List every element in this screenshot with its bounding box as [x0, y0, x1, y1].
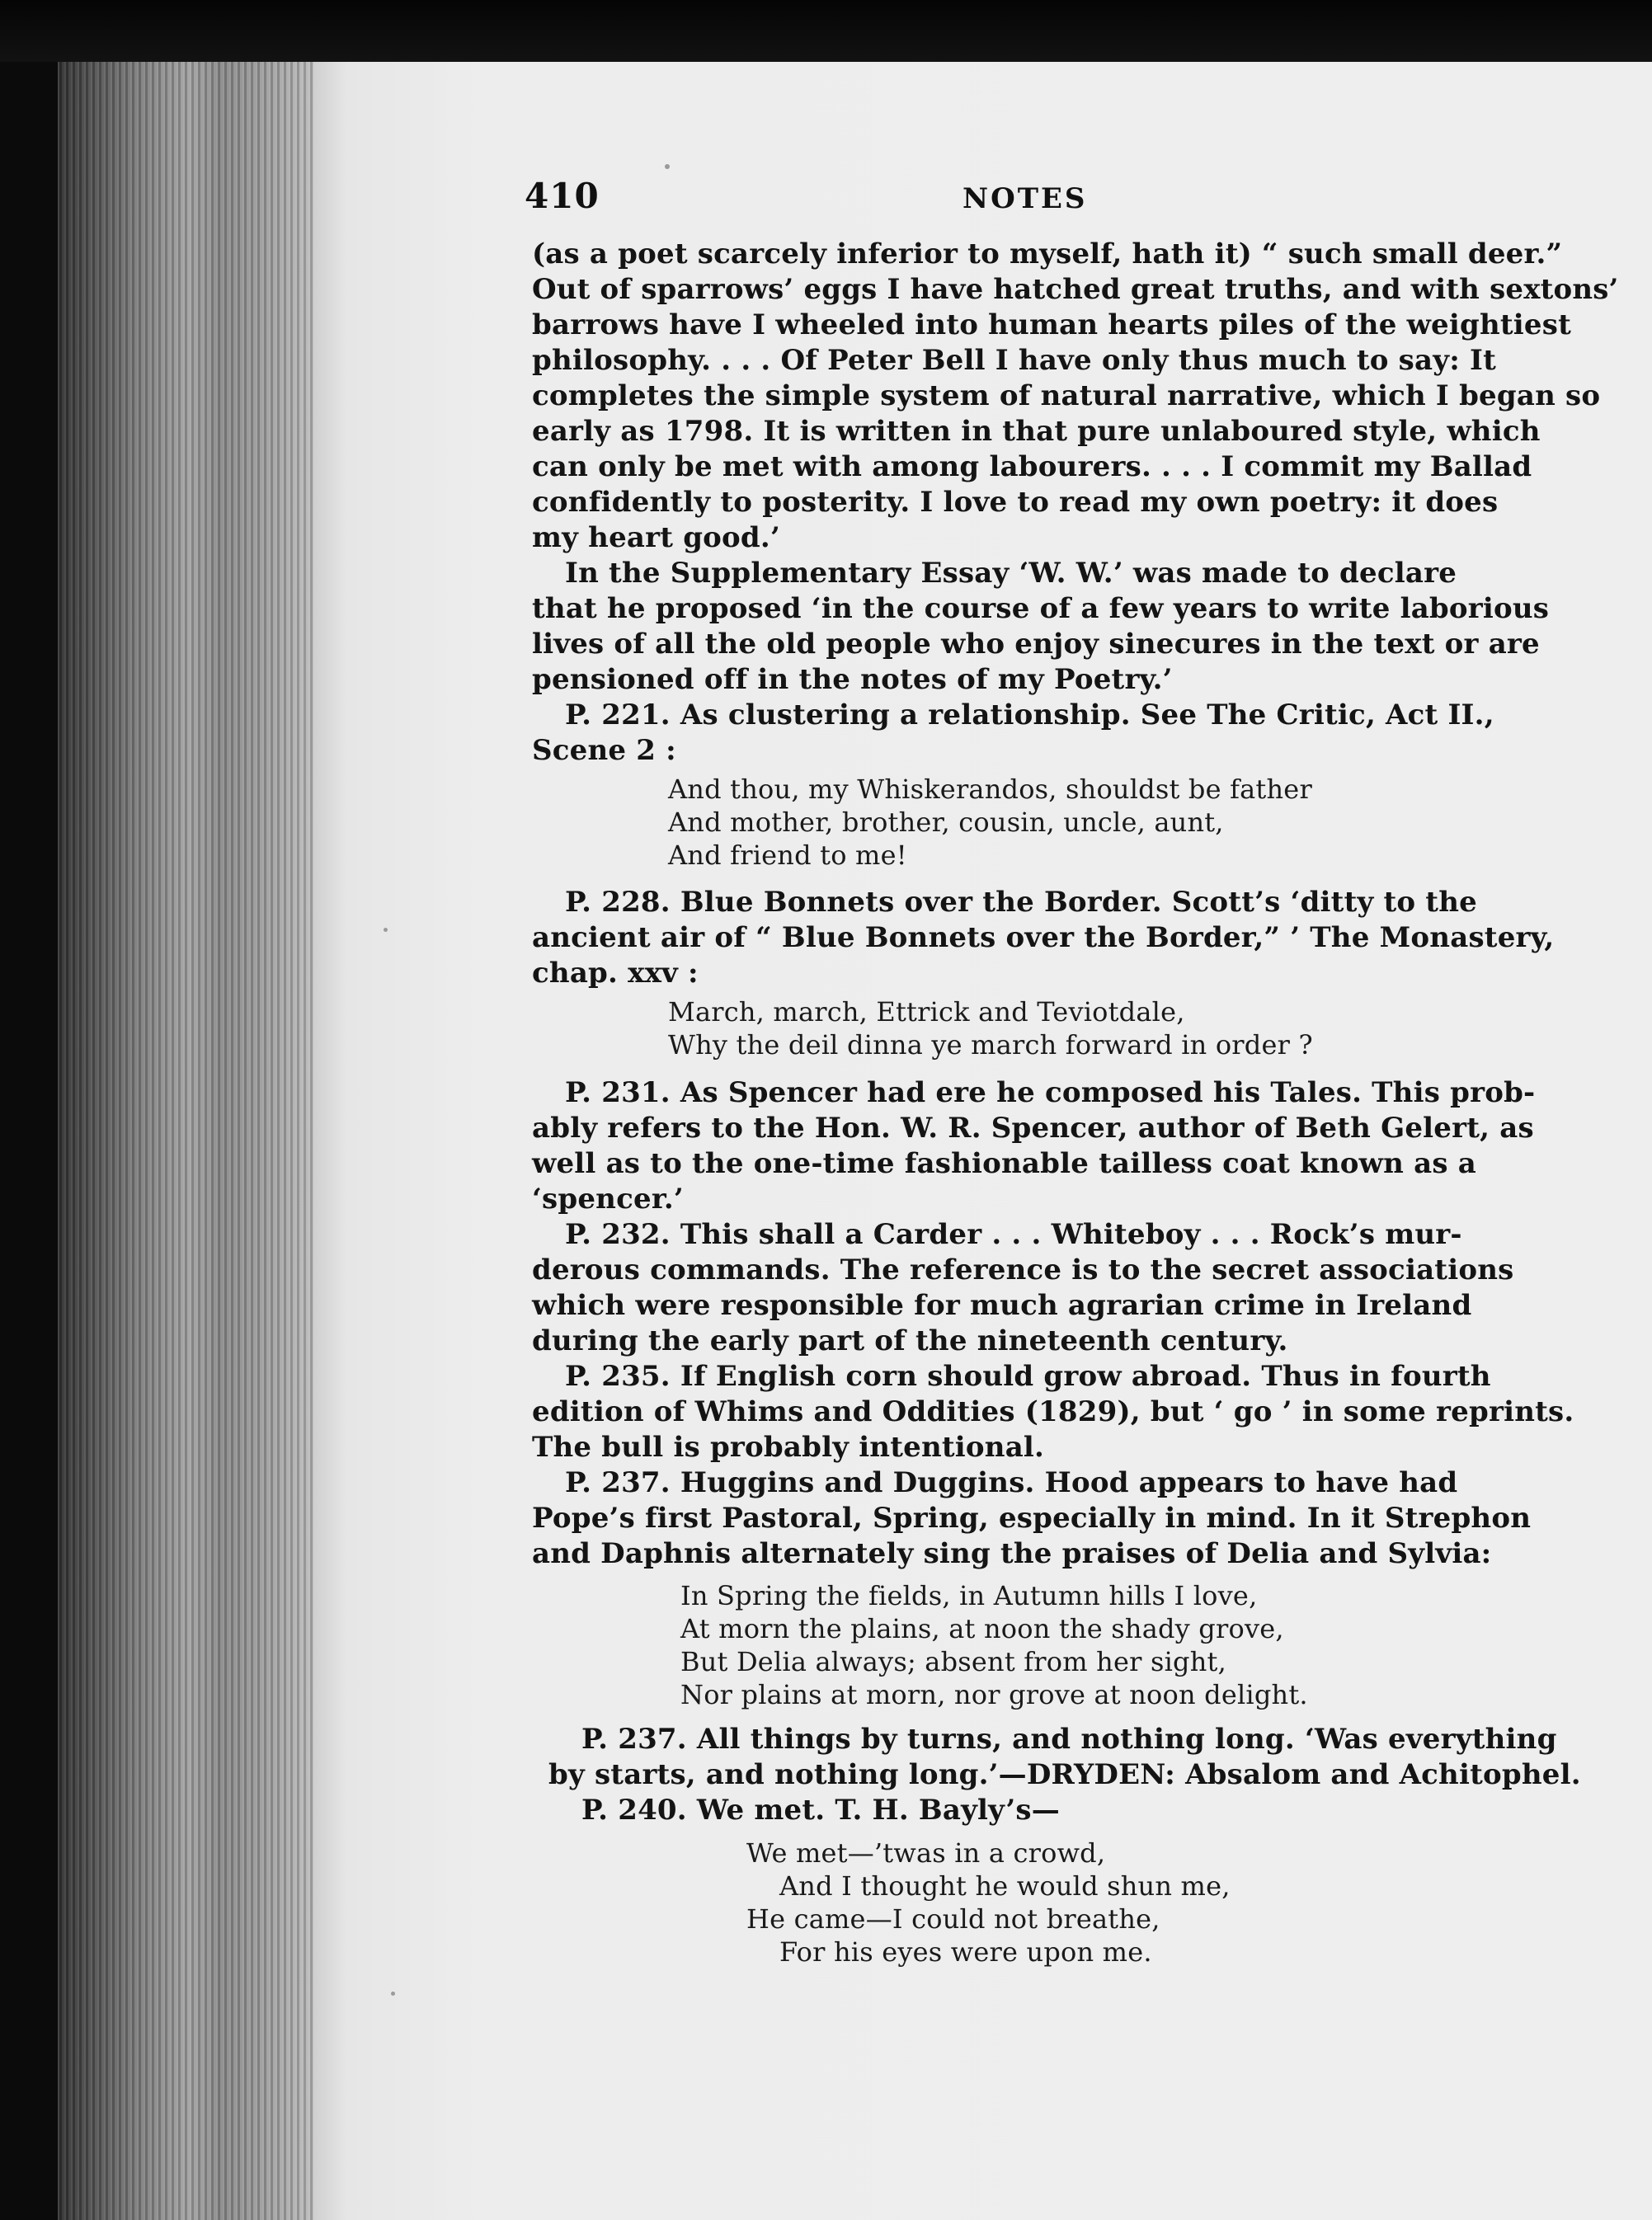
text-line: lives of all the old people who enjoy sinecures in the text or are — [532, 628, 1540, 661]
verse-line: In Spring the fields, in Autumn hills I love, — [680, 1580, 1258, 1611]
text-line: completes the simple system of natural narrative, which I began so — [532, 379, 1601, 412]
verse-line: And friend to me! — [668, 840, 907, 871]
verse-line: But Delia always; absent from her sight, — [680, 1646, 1226, 1677]
text-line: that he proposed ‘in the course of a few years to write laborious — [532, 592, 1550, 625]
text-line: philosophy. . . . Of Peter Bell I have only thus much to say: It — [532, 344, 1496, 377]
page-number: 410 — [525, 176, 600, 216]
book-page — [313, 62, 1652, 2220]
text-line: ‘spencer.’ — [532, 1183, 684, 1216]
verse-line: Why the deil dinna ye march forward in order ? — [668, 1029, 1313, 1061]
text-line: Out of sparrows’ eggs I have hatched great truths, and with sextons’ — [532, 273, 1619, 306]
text-line: derous commands. The reference is to the secret associations — [532, 1253, 1514, 1286]
speck-mark — [665, 164, 670, 169]
text-line: by starts, and nothing long.’—DRYDEN: Absalom and Achitophel. — [548, 1758, 1581, 1791]
verse-line: And I thought he would shun me, — [779, 1870, 1231, 1902]
text-line: P. 232. This shall a Carder . . . Whiteboy . . . Rock’s mur- — [565, 1218, 1462, 1251]
verse-line: We met—’twas in a crowd, — [746, 1837, 1106, 1869]
verse-line: And mother, brother, cousin, uncle, aunt, — [668, 807, 1224, 838]
text-line: P. 235. If English corn should grow abroad. Thus in fourth — [565, 1360, 1491, 1393]
text-line: well as to the one-time fashionable tailless coat known as a — [532, 1147, 1476, 1180]
scan-top-edge — [0, 0, 1652, 62]
text-line: early as 1798. It is written in that pure unlaboured style, which — [532, 415, 1541, 448]
text-line: during the early part of the nineteenth century. — [532, 1324, 1288, 1357]
book-binding — [58, 62, 322, 2220]
text-line: my heart good.’ — [532, 521, 780, 554]
text-line: ancient air of “ Blue Bonnets over the Border,” ’ The Monastery, — [532, 921, 1555, 954]
text-line: P. 237. Huggins and Duggins. Hood appears to have had — [565, 1466, 1458, 1499]
speck-mark — [384, 928, 388, 932]
text-line: confidently to posterity. I love to read my own poetry: it does — [532, 486, 1499, 519]
text-line: (as a poet scarcely inferior to myself, hath it) “ such small deer.” — [532, 238, 1563, 270]
text-line: can only be met with among labourers. . . . I commit my Ballad — [532, 450, 1532, 483]
verse-line: And thou, my Whiskerandos, shouldst be father — [668, 774, 1312, 805]
text-line: P. 228. Blue Bonnets over the Border. Scott’s ‘ditty to the — [565, 886, 1477, 919]
text-line: chap. xxv : — [532, 957, 699, 990]
text-line: and Daphnis alternately sing the praises of Delia and Sylvia: — [532, 1537, 1492, 1570]
verse-line: March, march, Ettrick and Teviotdale, — [668, 996, 1185, 1028]
verse-line: At morn the plains, at noon the shady grove, — [680, 1613, 1284, 1644]
verse-line: He came—I could not breathe, — [746, 1903, 1160, 1935]
text-line: In the Supplementary Essay ‘W. W.’ was made to declare — [565, 557, 1457, 590]
verse-line: For his eyes were upon me. — [779, 1936, 1152, 1968]
text-line: P. 237. All things by turns, and nothing long. ‘Was everything — [581, 1723, 1557, 1756]
text-line: P. 231. As Spencer had ere he composed his Tales. This prob- — [565, 1076, 1536, 1109]
speck-mark — [391, 1992, 395, 1996]
text-line: P. 221. As clustering a relationship. See The Critic, Act II., — [565, 698, 1494, 731]
text-line: Pope’s first Pastoral, Spring, especially in mind. In it Strephon — [532, 1502, 1532, 1535]
verse-line: Nor plains at morn, nor grove at noon delight. — [680, 1679, 1308, 1710]
text-line: P. 240. We met. T. H. Bayly’s— — [581, 1794, 1060, 1827]
text-line: The bull is probably intentional. — [532, 1431, 1045, 1464]
text-line: ably refers to the Hon. W. R. Spencer, author of Beth Gelert, as — [532, 1112, 1534, 1145]
running-head: NOTES — [962, 182, 1088, 215]
text-line: edition of Whims and Oddities (1829), but ‘ go ’ in some reprints. — [532, 1395, 1574, 1428]
text-line: barrows have I wheeled into human hearts piles of the weightiest — [532, 308, 1571, 341]
text-line: pensioned off in the notes of my Poetry.’ — [532, 663, 1173, 696]
text-line: which were responsible for much agrarian crime in Ireland — [532, 1289, 1472, 1322]
text-line: Scene 2 : — [532, 734, 676, 767]
